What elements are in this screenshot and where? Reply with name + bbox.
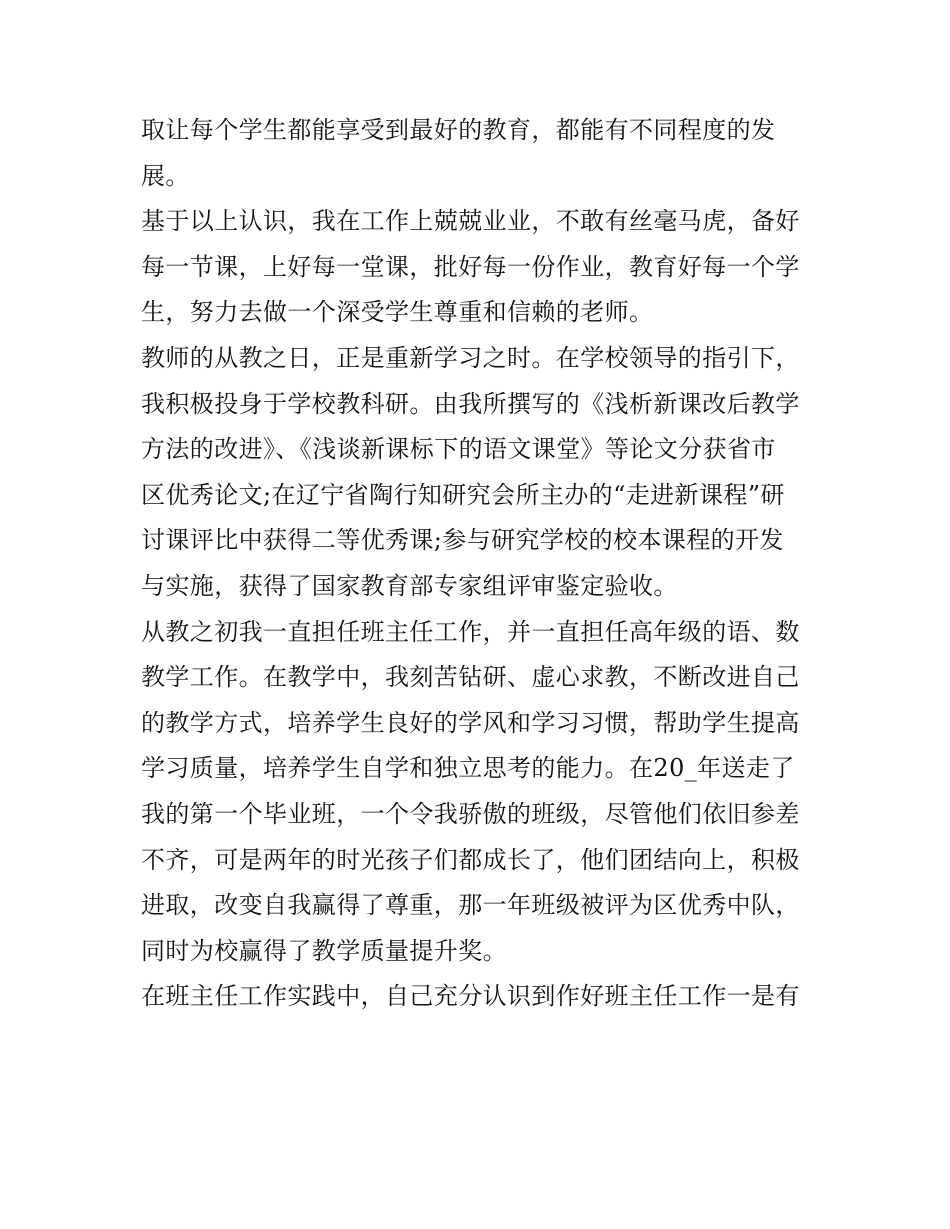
text-line: 同时为校赢得了教学质量提升奖。 [141, 936, 507, 965]
text-line: 与实施，获得了国家教育部专家组评审鉴定验收。 [141, 571, 678, 600]
text-line: 取让每个学生都能享受到最好的教育，都能有不同程度的发 [141, 116, 776, 144]
text-line: 方法的改进》、《浅谈新课标下的语文课堂》等论文分获省市 [141, 435, 776, 464]
text-line: 我的第一个毕业班，一个令我骄傲的班级，尽管他们依旧参差 [141, 799, 800, 828]
text-line: 基于以上认识，我在工作上兢兢业业，不敢有丝毫马虎，备好 [141, 207, 800, 236]
text-line: 教师的从教之日，正是重新学习之时。在学校领导的指引下， [141, 343, 800, 372]
text-line: 的教学方式，培养学生良好的学风和学习习惯，帮助学生提高 [141, 708, 800, 737]
document-body [141, 108, 821, 1020]
text-line: 教学工作。在教学中，我刻苦钻研、虚心求教，不断改进自己 [141, 663, 800, 692]
text-line: 学习质量，培养学生自学和独立思考的能力。在20_年送走了 [141, 754, 795, 783]
text-line: 讨课评比中获得二等优秀课;参与研究学校的校本课程的开发 [141, 526, 784, 555]
text-line: 展。 [141, 161, 190, 190]
text-line: 进取，改变自我赢得了尊重，那一年班级被评为区优秀中队， [141, 891, 800, 920]
text-line: 生，努力去做一个深受学生尊重和信赖的老师。 [141, 298, 654, 327]
text-line: 我积极投身于学校教科研。由我所撰写的《浅析新课改后教学 [141, 389, 800, 418]
text-line: 在班主任工作实践中，自己充分认识到作好班主任工作一是有 [141, 982, 800, 1011]
text-line: 每一节课，上好每一堂课，批好每一份作业，教育好每一个学 [141, 252, 800, 281]
text-line: 从教之初我一直担任班主任工作，并一直担任高年级的语、数 [141, 617, 800, 646]
text-line: 区优秀论文;在辽宁省陶行知研究会所主办的“走进新课程”研 [141, 480, 785, 509]
text-line: 不齐，可是两年的时光孩子们都成长了，他们团结向上，积极 [141, 845, 800, 874]
